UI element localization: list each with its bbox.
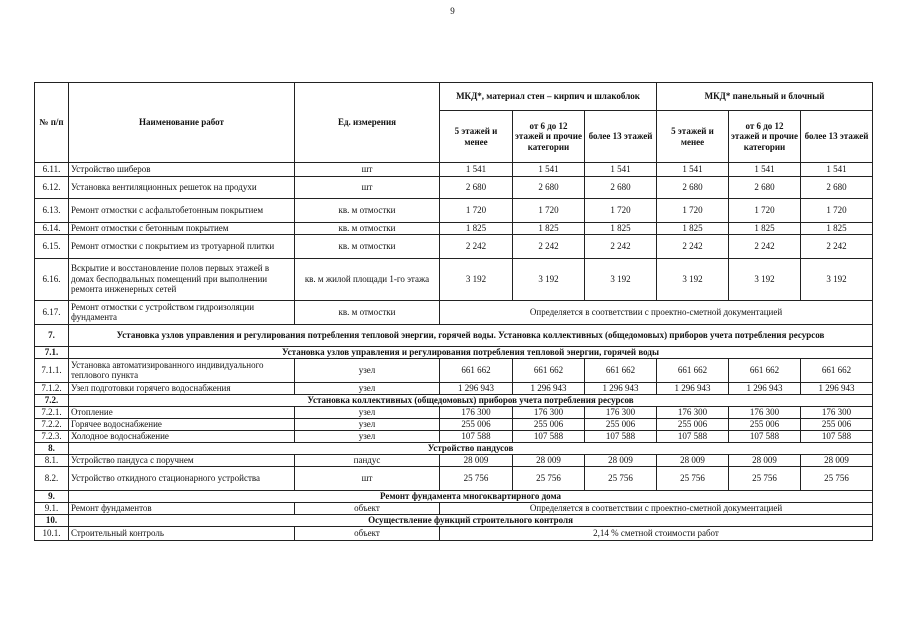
- price-value: 1 720: [585, 199, 657, 223]
- unit-of-measure: кв. м отмостки: [295, 234, 440, 258]
- unit-of-measure: пандус: [295, 454, 440, 466]
- price-value: 1 825: [585, 223, 657, 235]
- header-sub: 5 этажей и менее: [440, 111, 513, 163]
- row-number: 6.16.: [35, 258, 69, 300]
- work-name: Холодное водоснабжение: [69, 430, 295, 442]
- price-value: 107 588: [801, 430, 873, 442]
- price-value: 1 720: [513, 199, 585, 223]
- header-sub: более 13 этажей: [585, 111, 657, 163]
- table-row: [35, 358, 873, 382]
- section-title: Установка узлов управления и регулирования потребления тепловой энергии, горячей воды. Установка коллективных (общедомовых) приборов учета потребления ресурсов: [69, 324, 873, 346]
- row-number: 7.2.: [35, 394, 69, 406]
- price-value: 255 006: [729, 418, 801, 430]
- price-value: 25 756: [585, 466, 657, 490]
- price-value: 255 006: [513, 418, 585, 430]
- price-value: 1 541: [513, 163, 585, 177]
- price-value: 1 296 943: [729, 382, 801, 394]
- price-value: 107 588: [729, 430, 801, 442]
- price-value: 25 756: [801, 466, 873, 490]
- price-value: 2 680: [440, 177, 513, 199]
- unit-of-measure: кв. м отмостки: [295, 223, 440, 235]
- cost-table: [34, 82, 873, 541]
- price-value: 661 662: [513, 358, 585, 382]
- section-row: [35, 324, 873, 346]
- table-row: [35, 418, 873, 430]
- unit-of-measure: кв. м отмостки: [295, 199, 440, 223]
- unit-of-measure: кв. м жилой площади 1-го этажа: [295, 258, 440, 300]
- price-value: 25 756: [729, 466, 801, 490]
- price-value: 25 756: [513, 466, 585, 490]
- price-value: 3 192: [513, 258, 585, 300]
- price-value: 2 680: [729, 177, 801, 199]
- price-value: 2 242: [801, 234, 873, 258]
- price-value: 176 300: [729, 406, 801, 418]
- work-name: Отопление: [69, 406, 295, 418]
- price-value: 176 300: [801, 406, 873, 418]
- header-num: № п/п: [35, 83, 69, 163]
- table-row: [35, 502, 873, 514]
- price-value: 3 192: [657, 258, 729, 300]
- price-value: 3 192: [801, 258, 873, 300]
- price-value: 1 825: [801, 223, 873, 235]
- work-name: Ремонт отмостки с устройством гидроизоляции фундамента: [69, 300, 295, 324]
- unit-of-measure: кв. м отмостки: [295, 300, 440, 324]
- price-value: 176 300: [585, 406, 657, 418]
- unit-of-measure: объект: [295, 526, 440, 540]
- price-value: 25 756: [440, 466, 513, 490]
- work-name: Устройство шиберов: [69, 163, 295, 177]
- price-value: 1 720: [440, 199, 513, 223]
- row-number: 7.1.2.: [35, 382, 69, 394]
- table-row: [35, 199, 873, 223]
- price-value: 28 009: [585, 454, 657, 466]
- table-row: [35, 223, 873, 235]
- price-value: 255 006: [801, 418, 873, 430]
- merged-note: Определяется в соответствии с проектно-сметной документацией: [440, 502, 873, 514]
- unit-of-measure: шт: [295, 177, 440, 199]
- price-value: 107 588: [585, 430, 657, 442]
- price-value: 661 662: [729, 358, 801, 382]
- row-number: 8.2.: [35, 466, 69, 490]
- price-value: 1 541: [729, 163, 801, 177]
- price-value: 107 588: [513, 430, 585, 442]
- header-group-brick: МКД*, материал стен – кирпич и шлакоблок: [440, 83, 657, 111]
- price-value: 3 192: [729, 258, 801, 300]
- price-value: 255 006: [440, 418, 513, 430]
- section-title: Осуществление функций строительного контроля: [69, 514, 873, 526]
- price-value: 176 300: [513, 406, 585, 418]
- price-value: 28 009: [801, 454, 873, 466]
- work-name: Вскрытие и восстановление полов первых этажей в домах бесподвальных помещений при выполнении ремонта инженерных сетей: [69, 258, 295, 300]
- row-number: 8.1.: [35, 454, 69, 466]
- table-row: [35, 382, 873, 394]
- price-value: 1 296 943: [585, 382, 657, 394]
- section-title: Установка коллективных (общедомовых) приборов учета потребления ресурсов: [69, 394, 873, 406]
- row-number: 6.15.: [35, 234, 69, 258]
- page-number: 9: [450, 6, 455, 16]
- row-number: 7.2.2.: [35, 418, 69, 430]
- price-value: 661 662: [657, 358, 729, 382]
- price-value: 2 242: [585, 234, 657, 258]
- price-value: 28 009: [729, 454, 801, 466]
- price-value: 2 680: [585, 177, 657, 199]
- price-value: 1 825: [440, 223, 513, 235]
- price-value: 28 009: [657, 454, 729, 466]
- price-value: 2 680: [657, 177, 729, 199]
- work-name: Устройство пандуса с поручнем: [69, 454, 295, 466]
- price-value: 3 192: [440, 258, 513, 300]
- price-value: 1 296 943: [801, 382, 873, 394]
- price-value: 2 242: [440, 234, 513, 258]
- work-name: Установка вентиляционных решеток на продухи: [69, 177, 295, 199]
- merged-note: 2,14 % сметной стоимости работ: [440, 526, 873, 540]
- price-value: 2 242: [657, 234, 729, 258]
- price-value: 176 300: [657, 406, 729, 418]
- header-group-panel: МКД* панельный и блочный: [657, 83, 873, 111]
- price-value: 255 006: [585, 418, 657, 430]
- row-number: 6.14.: [35, 223, 69, 235]
- table-row: [35, 526, 873, 540]
- price-value: 1 296 943: [513, 382, 585, 394]
- header-sub: от 6 до 12 этажей и прочие категории: [729, 111, 801, 163]
- price-value: 25 756: [657, 466, 729, 490]
- header-sub: более 13 этажей: [801, 111, 873, 163]
- unit-of-measure: узел: [295, 382, 440, 394]
- price-value: 1 720: [801, 199, 873, 223]
- work-name: Устройство откидного стационарного устройства: [69, 466, 295, 490]
- price-value: 2 680: [513, 177, 585, 199]
- merged-note: Определяется в соответствии с проектно-сметной документацией: [440, 300, 873, 324]
- section-title: Установка узлов управления и регулирования потребления тепловой энергии, горячей воды: [69, 346, 873, 358]
- price-value: 661 662: [801, 358, 873, 382]
- work-name: Узел подготовки горячего водоснабжения: [69, 382, 295, 394]
- unit-of-measure: узел: [295, 358, 440, 382]
- table-row: [35, 258, 873, 300]
- table-row: [35, 454, 873, 466]
- table-row: [35, 163, 873, 177]
- price-value: 3 192: [585, 258, 657, 300]
- table-row: [35, 234, 873, 258]
- row-number: 8.: [35, 442, 69, 454]
- work-name: Установка автоматизированного индивидуального теплового пункта: [69, 358, 295, 382]
- price-value: 1 541: [801, 163, 873, 177]
- price-value: 1 720: [729, 199, 801, 223]
- row-number: 10.1.: [35, 526, 69, 540]
- table-row: [35, 406, 873, 418]
- header-unit: Ед. измерения: [295, 83, 440, 163]
- section-row: [35, 490, 873, 502]
- price-value: 1 541: [440, 163, 513, 177]
- header-sub: 5 этажей и менее: [657, 111, 729, 163]
- section-row: [35, 346, 873, 358]
- work-name: Ремонт отмостки с бетонным покрытием: [69, 223, 295, 235]
- price-value: 2 680: [801, 177, 873, 199]
- unit-of-measure: шт: [295, 466, 440, 490]
- price-value: 107 588: [440, 430, 513, 442]
- section-row: [35, 442, 873, 454]
- price-value: 1 296 943: [657, 382, 729, 394]
- work-name: Ремонт отмостки с покрытием из тротуарной плитки: [69, 234, 295, 258]
- work-name: Ремонт отмостки с асфальтобетонным покрытием: [69, 199, 295, 223]
- unit-of-measure: узел: [295, 406, 440, 418]
- table-row: [35, 466, 873, 490]
- header-sub: от 6 до 12 этажей и прочие категории: [513, 111, 585, 163]
- price-value: 1 825: [729, 223, 801, 235]
- row-number: 7.1.: [35, 346, 69, 358]
- section-row: [35, 394, 873, 406]
- price-value: 2 242: [729, 234, 801, 258]
- row-number: 7.2.1.: [35, 406, 69, 418]
- unit-of-measure: узел: [295, 418, 440, 430]
- unit-of-measure: объект: [295, 502, 440, 514]
- price-value: 1 296 943: [440, 382, 513, 394]
- row-number: 6.17.: [35, 300, 69, 324]
- work-name: Ремонт фундаментов: [69, 502, 295, 514]
- row-number: 6.11.: [35, 163, 69, 177]
- table-row: [35, 300, 873, 324]
- section-row: [35, 514, 873, 526]
- price-value: 107 588: [657, 430, 729, 442]
- price-value: 1 825: [513, 223, 585, 235]
- row-number: 10.: [35, 514, 69, 526]
- price-value: 661 662: [440, 358, 513, 382]
- price-value: 1 720: [657, 199, 729, 223]
- price-value: 1 541: [585, 163, 657, 177]
- section-title: Ремонт фундамента многоквартирного дома: [69, 490, 873, 502]
- section-title: Устройство пандусов: [69, 442, 873, 454]
- price-value: 1 825: [657, 223, 729, 235]
- row-number: 7.: [35, 324, 69, 346]
- header-name: Наименование работ: [69, 83, 295, 163]
- price-value: 255 006: [657, 418, 729, 430]
- price-value: 28 009: [513, 454, 585, 466]
- price-value: 176 300: [440, 406, 513, 418]
- unit-of-measure: шт: [295, 163, 440, 177]
- work-name: Строительный контроль: [69, 526, 295, 540]
- price-value: 28 009: [440, 454, 513, 466]
- row-number: 9.1.: [35, 502, 69, 514]
- table-row: [35, 177, 873, 199]
- unit-of-measure: узел: [295, 430, 440, 442]
- row-number: 6.12.: [35, 177, 69, 199]
- table-row: [35, 430, 873, 442]
- price-value: 2 242: [513, 234, 585, 258]
- row-number: 6.13.: [35, 199, 69, 223]
- work-name: Горячее водоснабжение: [69, 418, 295, 430]
- price-value: 1 541: [657, 163, 729, 177]
- row-number: 9.: [35, 490, 69, 502]
- price-value: 661 662: [585, 358, 657, 382]
- row-number: 7.2.3.: [35, 430, 69, 442]
- row-number: 7.1.1.: [35, 358, 69, 382]
